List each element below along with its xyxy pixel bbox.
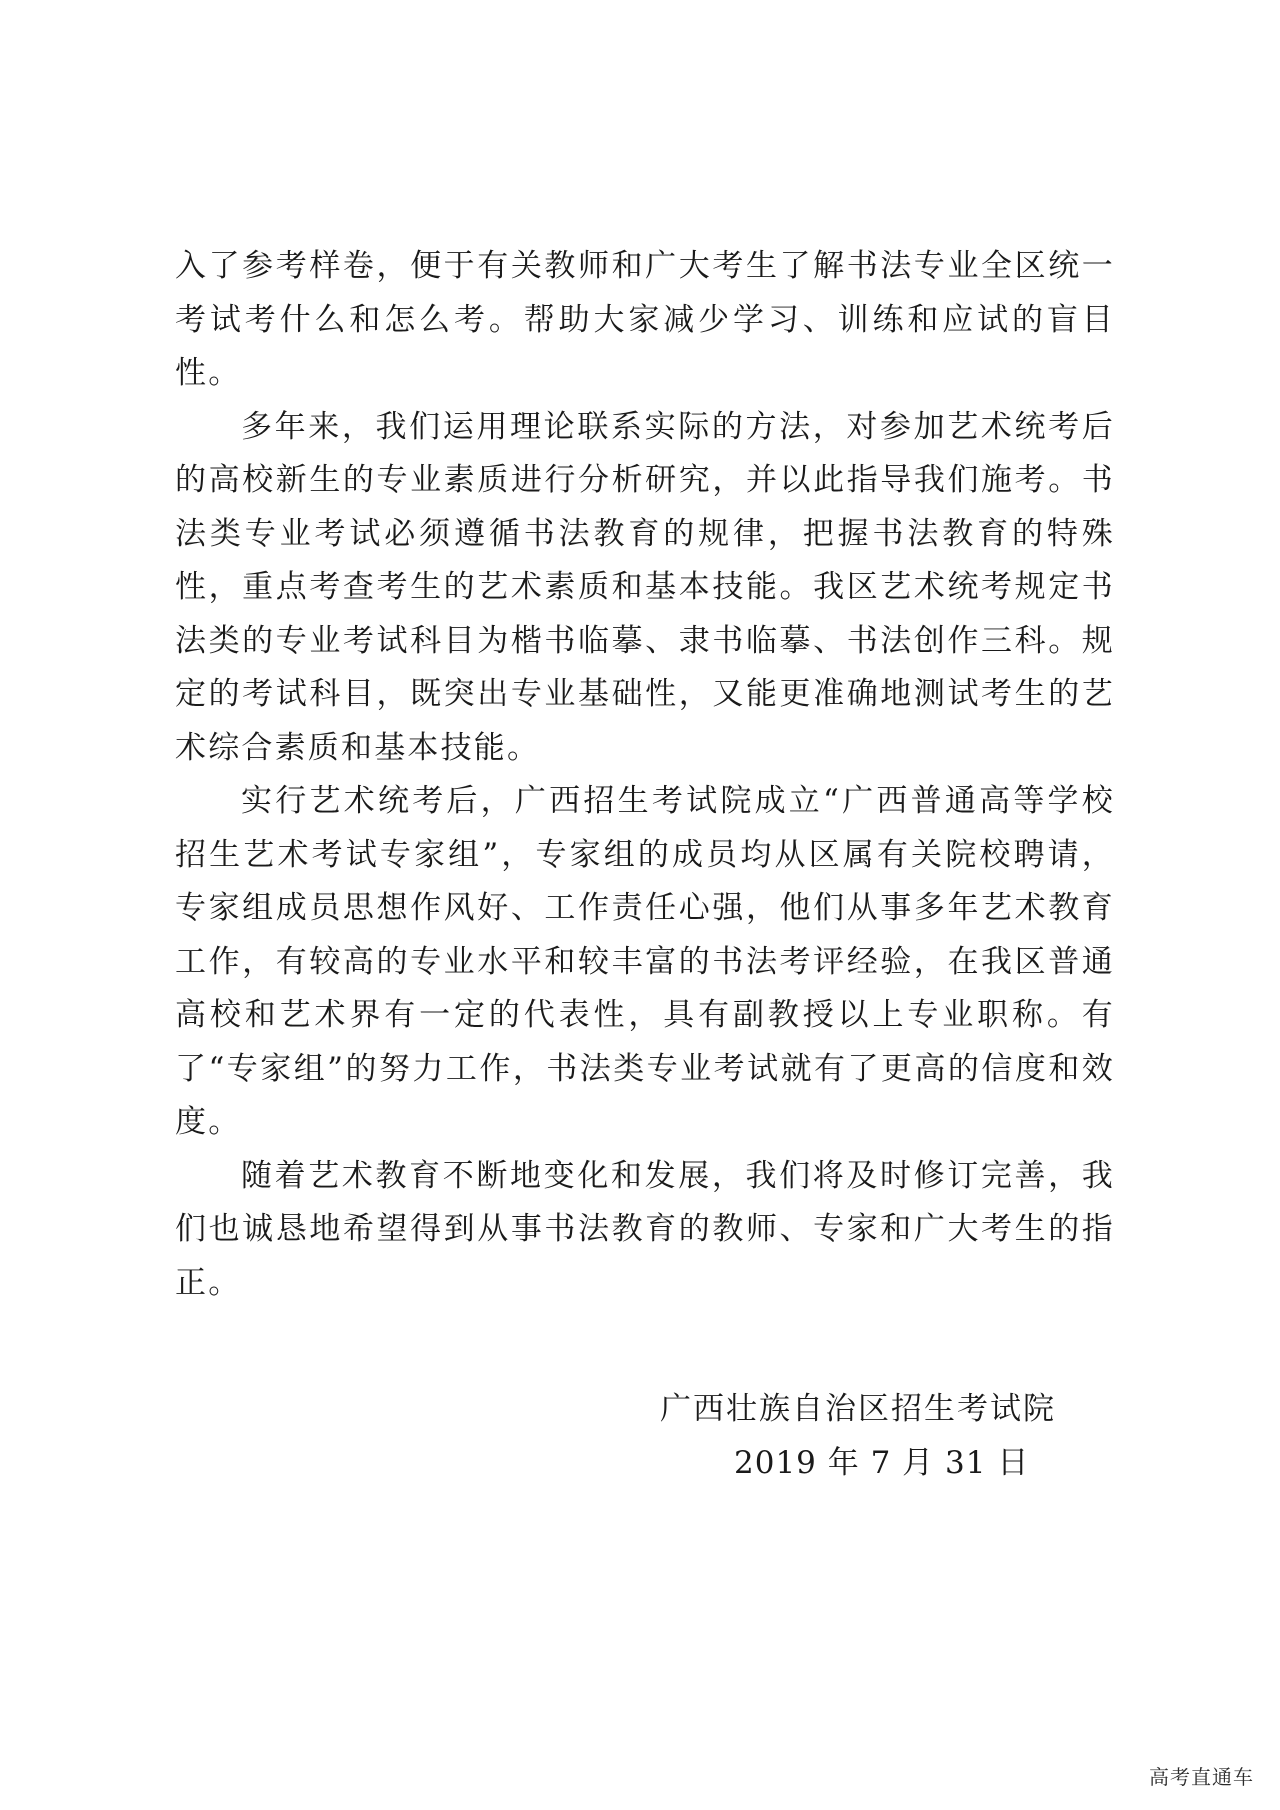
- paragraph-3: 实行艺术统考后，广西招生考试院成立“广西普通高等学校招生艺术考试专家组”，专家组的成员均从区属有关院校聘请，专家组成员思想作风好、工作责任心强，他们从事多年艺术教育工作，有较高的专业水平和较丰富的书法考评经验，在我区普通高校和艺术界有一定的代表性，具有副教授以上专业职称。有了“专家组”的努力工作，书法类专业考试就有了更高的信度和效度。: [175, 783, 1115, 1140]
- paragraph-1: 入了参考样卷，便于有关教师和广大考生了解书法专业全区统一考试考什么和怎么考。帮助大家减少学习、训练和应试的盲目性。: [175, 248, 1115, 391]
- document-body: [175, 240, 1115, 1310]
- watermark-label: 高考直通车: [1139, 1757, 1264, 1794]
- signature-block: [630, 1385, 1090, 1487]
- signature-date: 2019 年 7 月 31 日: [734, 1445, 1030, 1481]
- paragraph-2: 多年来，我们运用理论联系实际的方法，对参加艺术统考后的高校新生的专业素质进行分析研究，并以此指导我们施考。书法类专业考试必须遵循书法教育的规律，把握书法教育的特殊性，重点考查考生的艺术素质和基本技能。我区艺术统考规定书法类的专业考试科目为楷书临摹、隶书临摹、书法创作三科。规定的考试科目，既突出专业基础性，又能更准确地测试考生的艺术综合素质和基本技能。: [175, 408, 1115, 766]
- signature-organization: 广西壮族自治区招生考试院: [660, 1391, 1056, 1427]
- paragraph-4: 随着艺术教育不断地变化和发展，我们将及时修订完善，我们也诚恳地希望得到从事书法教育的教师、专家和广大考生的指正。: [175, 1157, 1115, 1301]
